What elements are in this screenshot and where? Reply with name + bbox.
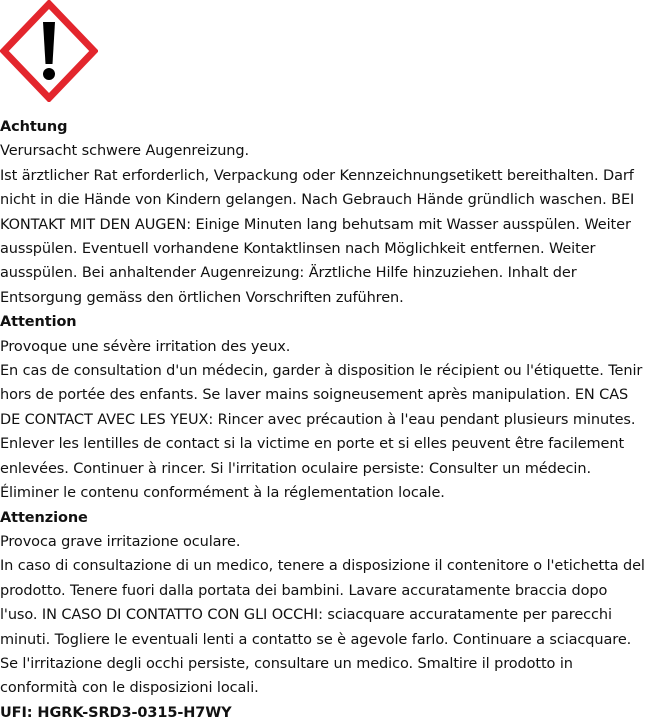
ghs-exclamation-mark-icon: [0, 0, 98, 102]
signal-word-french: Attention: [0, 314, 77, 331]
precautionary-statements-italian: In caso di consultazione di un medico, tenere a disposizione il contenitore o l'etichetta del prodotto. Tenere fuori dalla portata dei bambini. Lavare accuratamente braccia dopo l'uso. IN CASO DI CONTATTO CON GLI OCCHI: sciacquare accuratamente per parecchi minuti. Togliere le eventuali lenti a contatto se è agevole farlo. Continuare a sciacquare. Se l'irritazione degli occhi persiste, consultare un medico. Smaltire il prodotto in conformità con le disposizioni locali.: [0, 558, 645, 697]
ufi-code: UFI: HGRK-SRD3-0315-H7WY: [0, 704, 232, 721]
safety-text-block: [0, 115, 648, 725]
hazard-statement-german: Verursacht schwere Augenreizung.: [0, 143, 250, 160]
precautionary-statements-german: Ist ärztlicher Rat erforderlich, Verpackung oder Kennzeichnungsetikett bereithalten. Darf nicht in die Hände von Kindern gelangen. Nach Gebrauch Hände gründlich waschen. BEI KONTAKT MIT DEN AUGEN: Einige Minuten lang behutsam mit Wasser ausspülen. Weiter ausspülen. Eventuell vorhandene Kontaktlinsen nach Möglichkeit entfernen. Weiter ausspülen. Bei anhaltender Augenreizung: Ärztliche Hilfe hinzuziehen. Inhalt der Entsorgung gemäss den örtlichen Vorschriften zuführen.: [0, 167, 635, 306]
precautionary-statements-french: En cas de consultation d'un médecin, garder à disposition le récipient ou l'étiquette. Tenir hors de portée des enfants. Se laver mains soigneusement après manipulation. EN CAS DE CONTACT AVEC LES YEUX: Rincer avec précaution à l'eau pendant plusieurs minutes. Enlever les lentilles de contact si la victime en porte et si elles peuvent être facilement enlevées. Continuer à rincer. Si l'irritation oculaire persiste: Consulter un médecin. Éliminer le contenu conformément à la réglementation locale.: [0, 363, 643, 502]
hazard-statement-italian: Provoca grave irritazione oculare.: [0, 533, 241, 550]
signal-word-italian: Attenzione: [0, 509, 88, 526]
hazard-statement-french: Provoque une sévère irritation des yeux.: [0, 338, 291, 355]
signal-word-german: Achtung: [0, 119, 68, 135]
